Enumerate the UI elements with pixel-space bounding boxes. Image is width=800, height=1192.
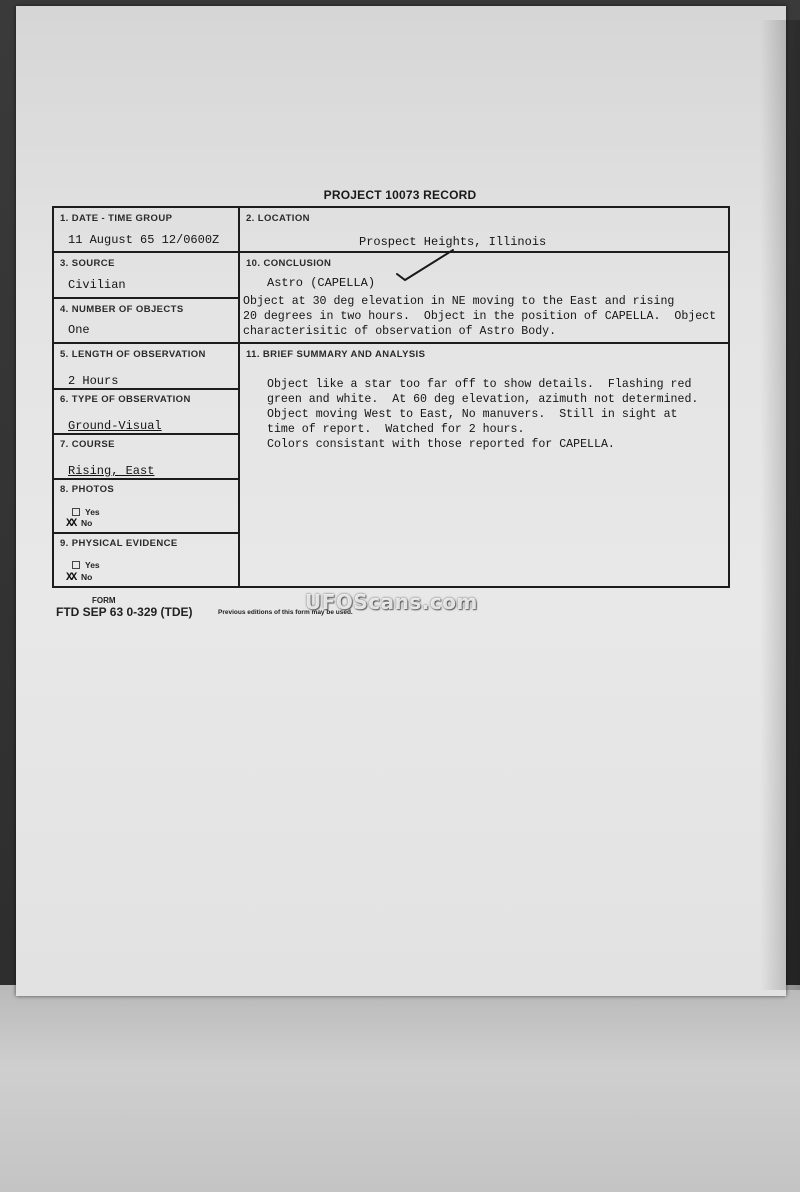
page-edge-shadow bbox=[760, 20, 800, 990]
summary-label: 11. BRIEF SUMMARY AND ANALYSIS bbox=[246, 349, 426, 360]
physical-evidence-no-option bbox=[66, 572, 92, 584]
source-value: Civilian bbox=[68, 278, 126, 292]
number-of-objects-value: One bbox=[68, 323, 90, 337]
date-time-group-value: 11 August 65 12/0600Z bbox=[68, 233, 220, 247]
footer-form-word: FORM bbox=[92, 596, 116, 605]
photos-label: 8. PHOTOS bbox=[60, 484, 115, 495]
photos-no-label: No bbox=[81, 518, 93, 528]
physical-evidence-no-checkmark: XX bbox=[66, 572, 76, 584]
date-time-group-label: 1. DATE - TIME GROUP bbox=[60, 213, 173, 224]
conclusion-line-1: Object at 30 deg elevation in NE moving to the East and rising bbox=[243, 295, 675, 308]
footer-form-id: FTD SEP 63 0-329 (TDE) bbox=[56, 605, 193, 619]
column-divider bbox=[238, 208, 240, 586]
length-of-observation-label: 5. LENGTH OF OBSERVATION bbox=[60, 349, 206, 360]
record-form bbox=[52, 206, 730, 588]
left-rule-3 bbox=[54, 342, 238, 344]
left-rule-2 bbox=[54, 297, 238, 299]
photos-yes-label: Yes bbox=[85, 507, 100, 517]
right-rule-2 bbox=[238, 342, 728, 344]
left-rule-7 bbox=[54, 532, 238, 534]
physical-evidence-yes-option bbox=[72, 560, 100, 570]
conclusion-line-3: characterisitic of observation of Astro Body. bbox=[243, 325, 557, 338]
left-rule-4 bbox=[54, 388, 238, 390]
conclusion-line-2: 20 degrees in two hours. Object in the position of CAPELLA. Object bbox=[243, 310, 717, 323]
watermark-text: UFOScans.com bbox=[305, 590, 478, 614]
type-of-observation-label: 6. TYPE OF OBSERVATION bbox=[60, 394, 191, 405]
left-rule-5 bbox=[54, 433, 238, 435]
summary-line-5: Colors consistant with those reported for CAPELLA. bbox=[267, 438, 615, 451]
left-rule-6 bbox=[54, 478, 238, 480]
conclusion-heading: Astro (CAPELLA) bbox=[267, 276, 376, 290]
right-rule-1 bbox=[238, 251, 728, 253]
location-label: 2. LOCATION bbox=[246, 213, 310, 224]
course-value: Rising, East bbox=[68, 464, 155, 478]
physical-evidence-yes-checkbox bbox=[72, 561, 80, 569]
conclusion-label: 10. CONCLUSION bbox=[246, 258, 332, 269]
physical-evidence-yes-label: Yes bbox=[85, 560, 100, 570]
underlying-sheet bbox=[0, 985, 800, 1192]
left-rule-1 bbox=[54, 251, 238, 253]
physical-evidence-label: 9. PHYSICAL EVIDENCE bbox=[60, 538, 178, 549]
footer-note: Previous editions of this form may be used. bbox=[218, 609, 353, 616]
photos-no-option bbox=[66, 518, 92, 530]
number-of-objects-label: 4. NUMBER OF OBJECTS bbox=[60, 304, 184, 315]
length-of-observation-value: 2 Hours bbox=[68, 374, 119, 388]
physical-evidence-no-label: No bbox=[81, 572, 93, 582]
photos-yes-checkbox bbox=[72, 508, 80, 516]
summary-line-1: Object like a star too far off to show details. Flashing red bbox=[267, 378, 692, 391]
type-of-observation-value: Ground-Visual bbox=[68, 419, 162, 433]
photos-yes-option bbox=[72, 507, 100, 517]
source-label: 3. SOURCE bbox=[60, 258, 115, 269]
pen-checkmark-icon bbox=[395, 246, 455, 286]
summary-line-4: time of report. Watched for 2 hours. bbox=[267, 423, 525, 436]
course-label: 7. COURSE bbox=[60, 439, 115, 450]
summary-line-2: green and white. At 60 deg elevation, azimuth not determined. bbox=[267, 393, 699, 406]
location-value: Prospect Heights, Illinois bbox=[359, 235, 547, 249]
form-title: PROJECT 10073 RECORD bbox=[323, 188, 477, 202]
summary-line-3: Object moving West to East, No manuvers. Still in sight at bbox=[267, 408, 678, 421]
photos-no-checkmark: XX bbox=[66, 518, 76, 530]
